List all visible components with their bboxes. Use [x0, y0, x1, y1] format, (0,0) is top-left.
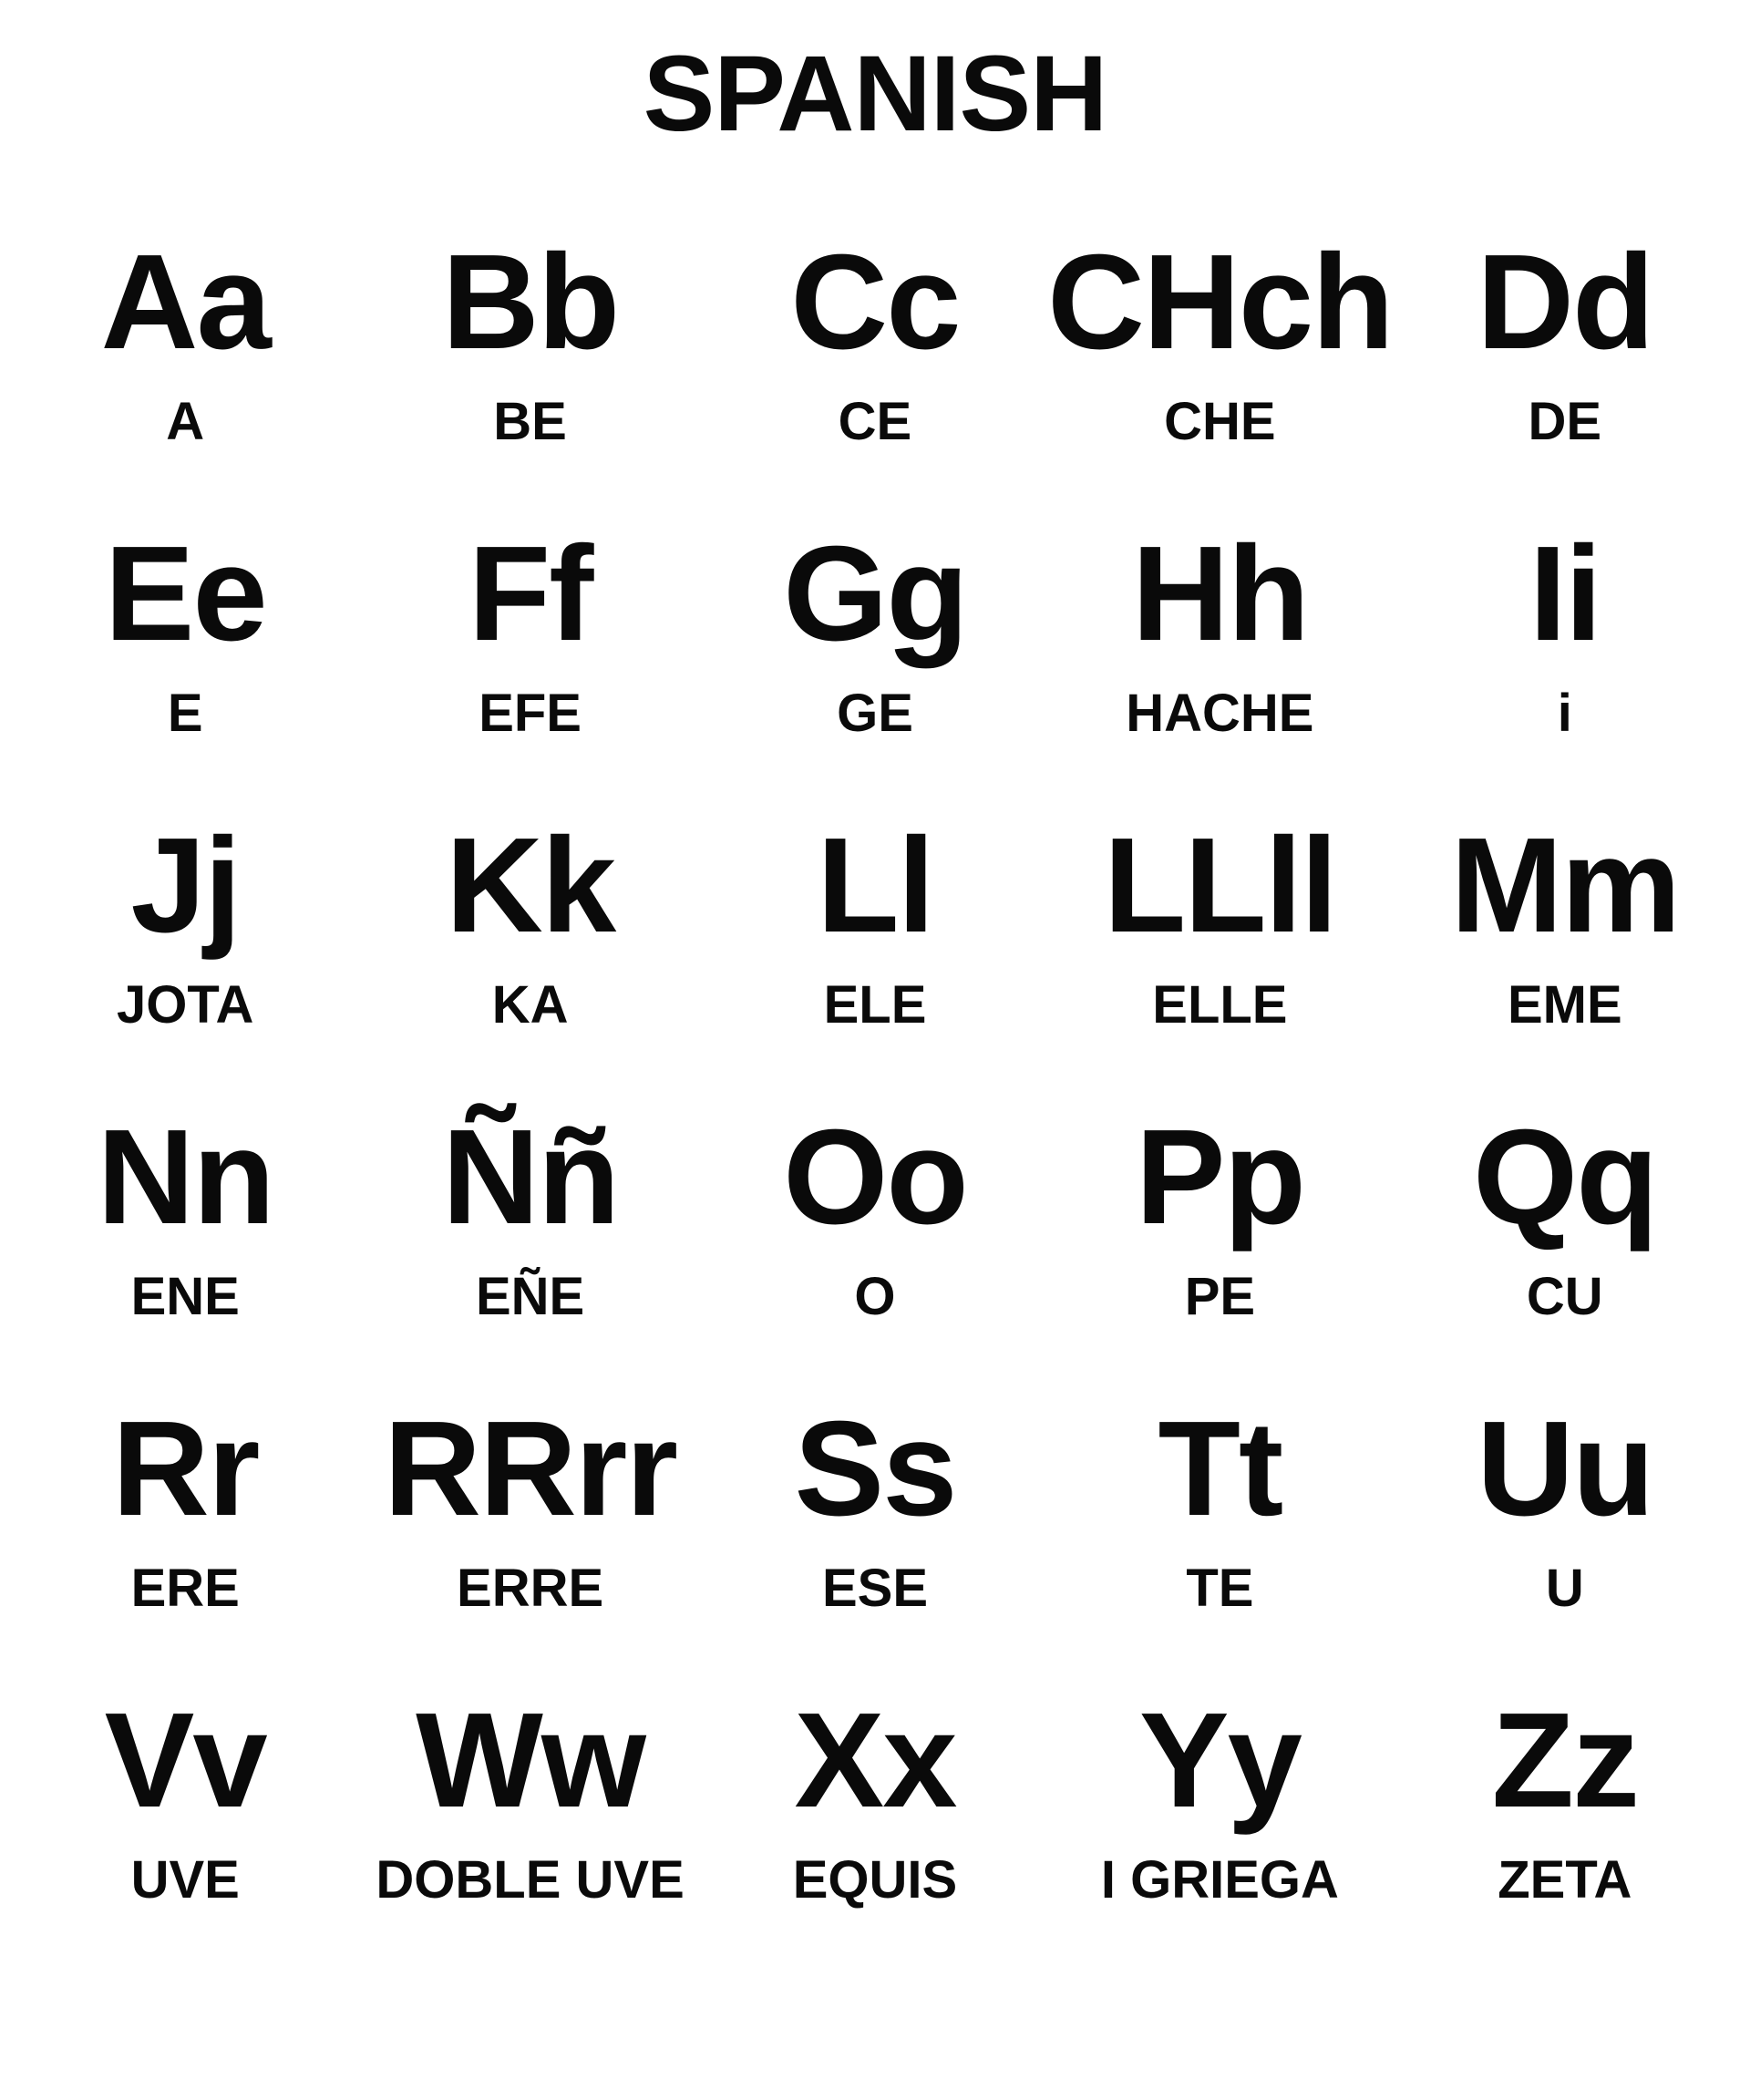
alphabet-grid: [13, 160, 1737, 1982]
letter-name: TE: [1186, 1559, 1254, 1619]
letter-pair: Dd: [1477, 226, 1653, 377]
letter-cell: [357, 1684, 702, 1910]
letter-name: i: [1557, 684, 1572, 744]
letter-pair: Ss: [794, 1393, 956, 1544]
letter-name: E: [167, 684, 203, 744]
letter-pair: Bb: [441, 226, 619, 377]
letter-pair: Aa: [100, 226, 270, 377]
letter-cell: [703, 1101, 1047, 1327]
letter-name: ELLE: [1152, 975, 1288, 1035]
letter-pair: Ww: [416, 1684, 644, 1836]
letter-cell: [1393, 809, 1737, 1035]
letter-cell: [1047, 1393, 1392, 1619]
letter-name: DOBLE UVE: [376, 1850, 685, 1910]
letter-pair: Vv: [104, 1684, 266, 1836]
letter-name: ELE: [823, 975, 927, 1035]
letter-pair: Oo: [783, 1101, 967, 1252]
letter-name: O: [854, 1267, 896, 1327]
letter-pair: Ii: [1529, 518, 1601, 669]
letter-cell: [1393, 1684, 1737, 1910]
letter-pair: RRrr: [384, 1393, 677, 1544]
letter-name: BE: [493, 391, 567, 451]
letter-name: ERRE: [457, 1559, 604, 1619]
alphabet-row: [13, 518, 1737, 744]
letter-pair: LLll: [1103, 809, 1336, 961]
page-title: SPANISH: [643, 34, 1107, 154]
letter-name: ENE: [130, 1267, 240, 1327]
letter-name: I GRIEGA: [1100, 1850, 1339, 1910]
letter-pair: Mm: [1450, 809, 1680, 961]
letter-name: EQUIS: [792, 1850, 958, 1910]
letter-pair: Uu: [1477, 1393, 1653, 1544]
alphabet-row: [13, 809, 1737, 1035]
letter-name: ERE: [130, 1559, 240, 1619]
letter-cell: [1393, 226, 1737, 452]
letter-name: A: [166, 391, 205, 451]
letter-cell: [703, 809, 1047, 1035]
letter-pair: Qq: [1473, 1101, 1657, 1252]
letter-pair: Hh: [1131, 518, 1309, 669]
letter-cell: [13, 518, 357, 744]
letter-name: UVE: [130, 1850, 240, 1910]
letter-name: JOTA: [117, 975, 254, 1035]
letter-pair: Cc: [790, 226, 960, 377]
letter-cell: [13, 1101, 357, 1327]
letter-cell: [357, 809, 702, 1035]
letter-cell: [357, 518, 702, 744]
letter-name: ZETA: [1498, 1850, 1632, 1910]
letter-cell: [1047, 518, 1392, 744]
letter-name: CHE: [1164, 391, 1276, 451]
letter-name: GE: [837, 684, 913, 744]
letter-name: EME: [1507, 975, 1622, 1035]
letter-name: DE: [1528, 391, 1602, 451]
alphabet-row: [13, 1393, 1737, 1619]
letter-name: CE: [838, 391, 912, 451]
letter-name: EFE: [479, 684, 582, 744]
letter-cell: [1047, 226, 1393, 452]
letter-pair: Tt: [1158, 1393, 1282, 1544]
letter-name: CU: [1526, 1267, 1603, 1327]
letter-name: ESE: [821, 1559, 929, 1619]
letter-pair: Rr: [111, 1393, 259, 1544]
alphabet-row: [13, 1101, 1737, 1327]
letter-pair: Nn: [97, 1101, 273, 1252]
letter-cell: [1047, 809, 1392, 1035]
letter-pair: Ll: [817, 809, 933, 961]
letter-name: HACHE: [1126, 684, 1314, 744]
letter-pair: Zz: [1491, 1684, 1638, 1836]
letter-pair: CHch: [1047, 226, 1393, 377]
letter-name: EÑE: [475, 1267, 585, 1327]
letter-pair: Xx: [794, 1684, 956, 1836]
letter-cell: [1393, 518, 1737, 744]
letter-cell: [13, 226, 357, 452]
letter-cell: [1047, 1684, 1392, 1910]
alphabet-row: [13, 1684, 1737, 1910]
letter-cell: [1047, 1101, 1392, 1327]
letter-pair: Pp: [1135, 1101, 1304, 1252]
letter-pair: Kk: [445, 809, 615, 961]
letter-cell: [13, 809, 357, 1035]
letter-name: KA: [491, 975, 569, 1035]
letter-cell: [13, 1393, 357, 1619]
letter-pair: Yy: [1138, 1684, 1301, 1836]
letter-name: U: [1545, 1559, 1584, 1619]
letter-cell: [703, 1393, 1047, 1619]
letter-cell: [703, 1684, 1047, 1910]
letter-cell: [1393, 1393, 1737, 1619]
letter-pair: Jj: [130, 809, 240, 961]
letter-name: PE: [1184, 1267, 1256, 1327]
letter-cell: [357, 1101, 702, 1327]
alphabet-row: [13, 226, 1737, 452]
letter-pair: Gg: [783, 518, 967, 669]
letter-pair: Ff: [468, 518, 592, 669]
letter-cell: [703, 226, 1047, 452]
letter-pair: Ññ: [441, 1101, 619, 1252]
letter-cell: [703, 518, 1047, 744]
letter-cell: [357, 1393, 702, 1619]
letter-cell: [357, 226, 702, 452]
letter-cell: [1393, 1101, 1737, 1327]
letter-cell: [13, 1684, 357, 1910]
letter-pair: Ee: [104, 518, 266, 669]
